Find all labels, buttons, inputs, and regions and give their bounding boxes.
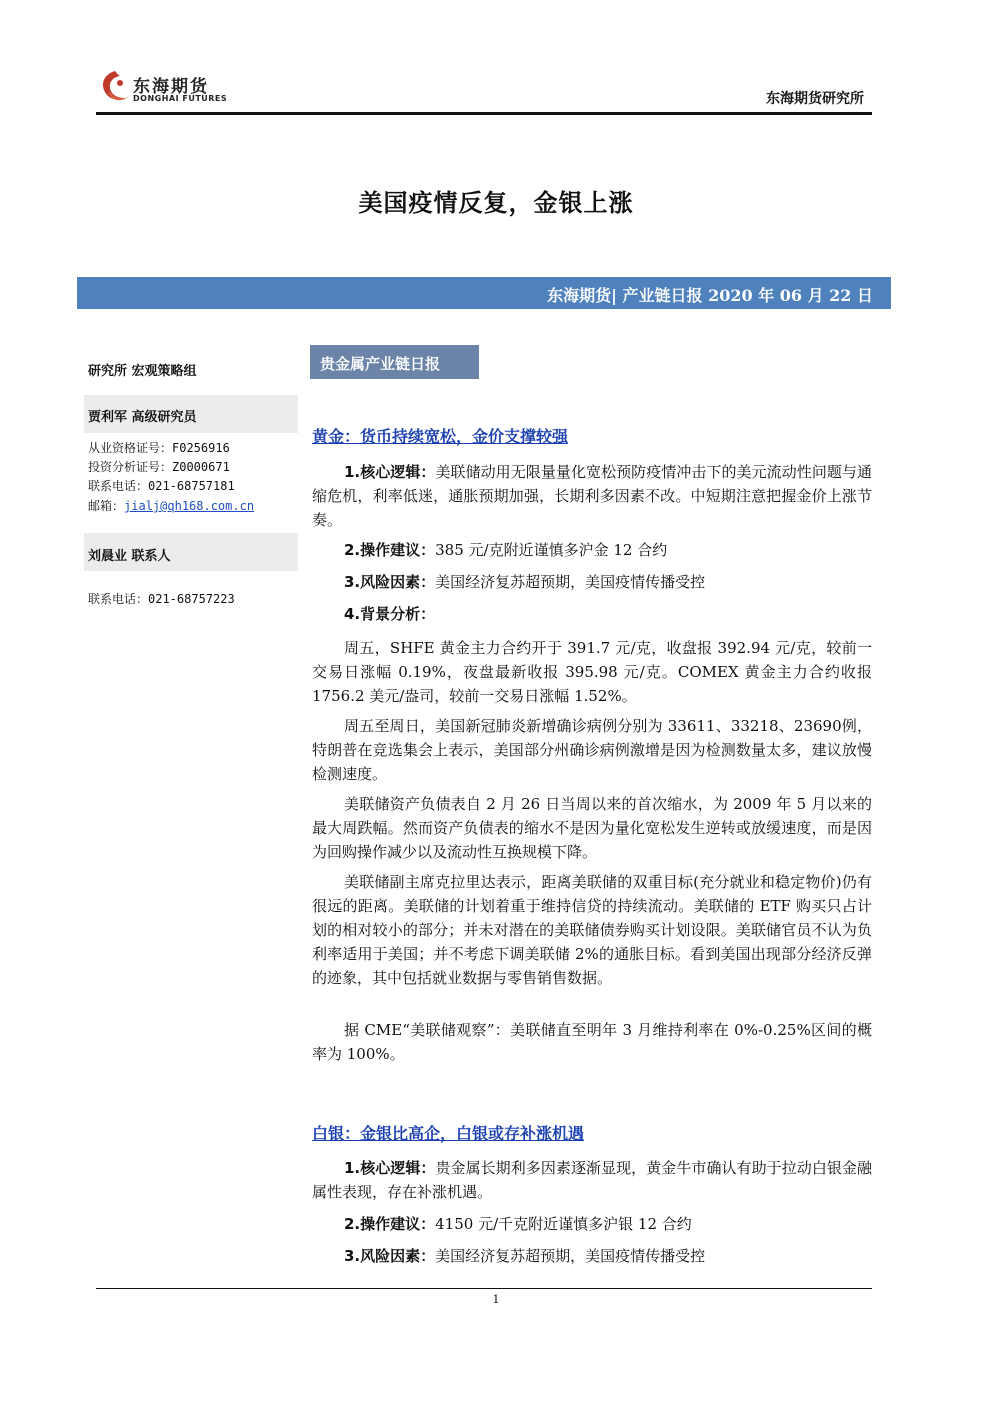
gold-risk-label: 3.风险因素： [344, 573, 436, 591]
logo-text-cn: 东海期货 [133, 77, 209, 97]
gold-para-3-text: 美联储资产负债表自 2 月 26 日当周以来的首次缩水，为 2009 年 5 月以来的最大周跌幅。然而资产负债表的缩水不是因为量化宽松发生逆转或放缓速度，而是因为回购操作减少以及流动性互换规模下降。 [312, 795, 872, 861]
gold-para-1 [312, 636, 872, 708]
gold-risk-text: 美国经济复苏超预期，美国疫情传播受控 [435, 573, 706, 591]
gold-bg-label [312, 602, 872, 626]
gold-para-5-text: 据 CME“美联储观察”：美联储直至明年 3 月维持利率在 0%-0.25%区间的概率为 100%。 [312, 1021, 872, 1063]
gold-para-3 [312, 792, 872, 864]
report-tag [310, 345, 479, 379]
gold-bg-label-text: 4.背景分析： [344, 605, 436, 623]
company-logo-icon [98, 68, 132, 106]
silver-op-label: 2.操作建议： [344, 1215, 436, 1233]
silver-heading: 白银：金银比高企，白银或存补涨机遇 [312, 1124, 585, 1143]
footer-rule [96, 1288, 872, 1289]
silver-logic-text: 贵金属长期利多因素逐渐显现，黄金牛市确认有助于拉动白银金融属性表现，存在补涨机遇。 [312, 1159, 872, 1201]
gold-para-2-text: 周五至周日，美国新冠肺炎新增确诊病例分别为 33611、33218、23690例，特朗普在竞选集会上表示，美国部分州确诊病例激增是因为检测数量太多，建议放慢检测速度。 [312, 717, 872, 783]
silver-op-text: 4150 元/千克附近谨慎多沪银 12 合约 [435, 1215, 692, 1233]
gold-logic [312, 460, 872, 532]
report-tag-text: 贵金属产业链日报 [320, 355, 441, 373]
gold-heading: 黄金：货币持续宽松，金价支撑较强 [312, 427, 569, 446]
silver-logic [312, 1156, 872, 1204]
gold-op-text: 385 元/克附近谨慎多沪金 12 合约 [435, 541, 668, 559]
logo-text-en: DONGHAI FUTURES [133, 94, 228, 103]
sidebar-group: 研究所 宏观策略组 [88, 364, 197, 379]
gold-logic-label: 1.核心逻辑： [344, 463, 436, 481]
contact-name: 刘晨业 联系人 [88, 549, 171, 564]
silver-risk-text: 美国经济复苏超预期，美国疫情传播受控 [435, 1247, 706, 1265]
cert-number-1: 从业资格证号：F0256916 [88, 441, 230, 455]
silver-risk-label: 3.风险因素： [344, 1247, 436, 1265]
silver-risk [312, 1244, 872, 1268]
gold-para-2 [312, 714, 872, 786]
gold-risk [312, 570, 872, 594]
gold-op-label: 2.操作建议： [344, 541, 436, 559]
gold-para-4-text: 美联储副主席克拉里达表示，距离美联储的双重目标(充分就业和稳定物价)仍有很远的距离。美联储的计划着重于维持信贷的持续流动。美联储的 ETF 购买只占计划的相对较小的部分；并未对潜在的美联储债券购买计划设限。美联储官员不认为负利率适用于美国；并不考虑下调美联储 2%的通胀目标。看到美国出现部分经济反弹的迹象，其中包括就业数据与零售销售数据。 [312, 873, 872, 987]
cert-number-2: 投资分析证号：Z0000671 [88, 460, 230, 474]
silver-logic-label: 1.核心逻辑： [344, 1159, 436, 1177]
analyst-name: 贾利军 高级研究员 [88, 410, 197, 425]
gold-para-1-text: 周五，SHFE 黄金主力合约开于 391.7 元/克，收盘报 392.94 元/克，较前一交易日涨幅 0.19%，夜盘最新收报 395.98 元/克。COMEX 黄金主力合约收报1756.2 美元/盎司，较前一交易日涨幅 1.52%。 [312, 639, 872, 705]
date-banner [77, 277, 891, 309]
phone-1: 联系电话：021-68757181 [88, 479, 235, 493]
gold-para-4 [312, 870, 872, 990]
gold-para-5 [312, 1018, 872, 1066]
gold-logic-text: 美联储动用无限量量化宽松预防疫情冲击下的美元流动性问题与通缩危机，利率低迷，通胀预期加强，长期利多因素不改。中短期注意把握金价上涨节奏。 [312, 463, 872, 529]
banner-text: 东海期货| 产业链日报 2020 年 06 月 22 日 [547, 286, 873, 305]
document-title: 美国疫情反复，金银上涨 [358, 188, 634, 217]
email-link[interactable]: jialj@qh168.com.cn [124, 499, 255, 513]
gold-op [312, 538, 872, 562]
header-rule [96, 112, 872, 115]
phone-2: 联系电话：021-68757223 [88, 592, 235, 606]
email-label: 邮箱： [88, 499, 125, 513]
email-row [88, 497, 254, 514]
silver-op [312, 1212, 872, 1236]
page-number: 1 [492, 1293, 500, 1306]
institute-name: 东海期货研究所 [766, 91, 864, 107]
